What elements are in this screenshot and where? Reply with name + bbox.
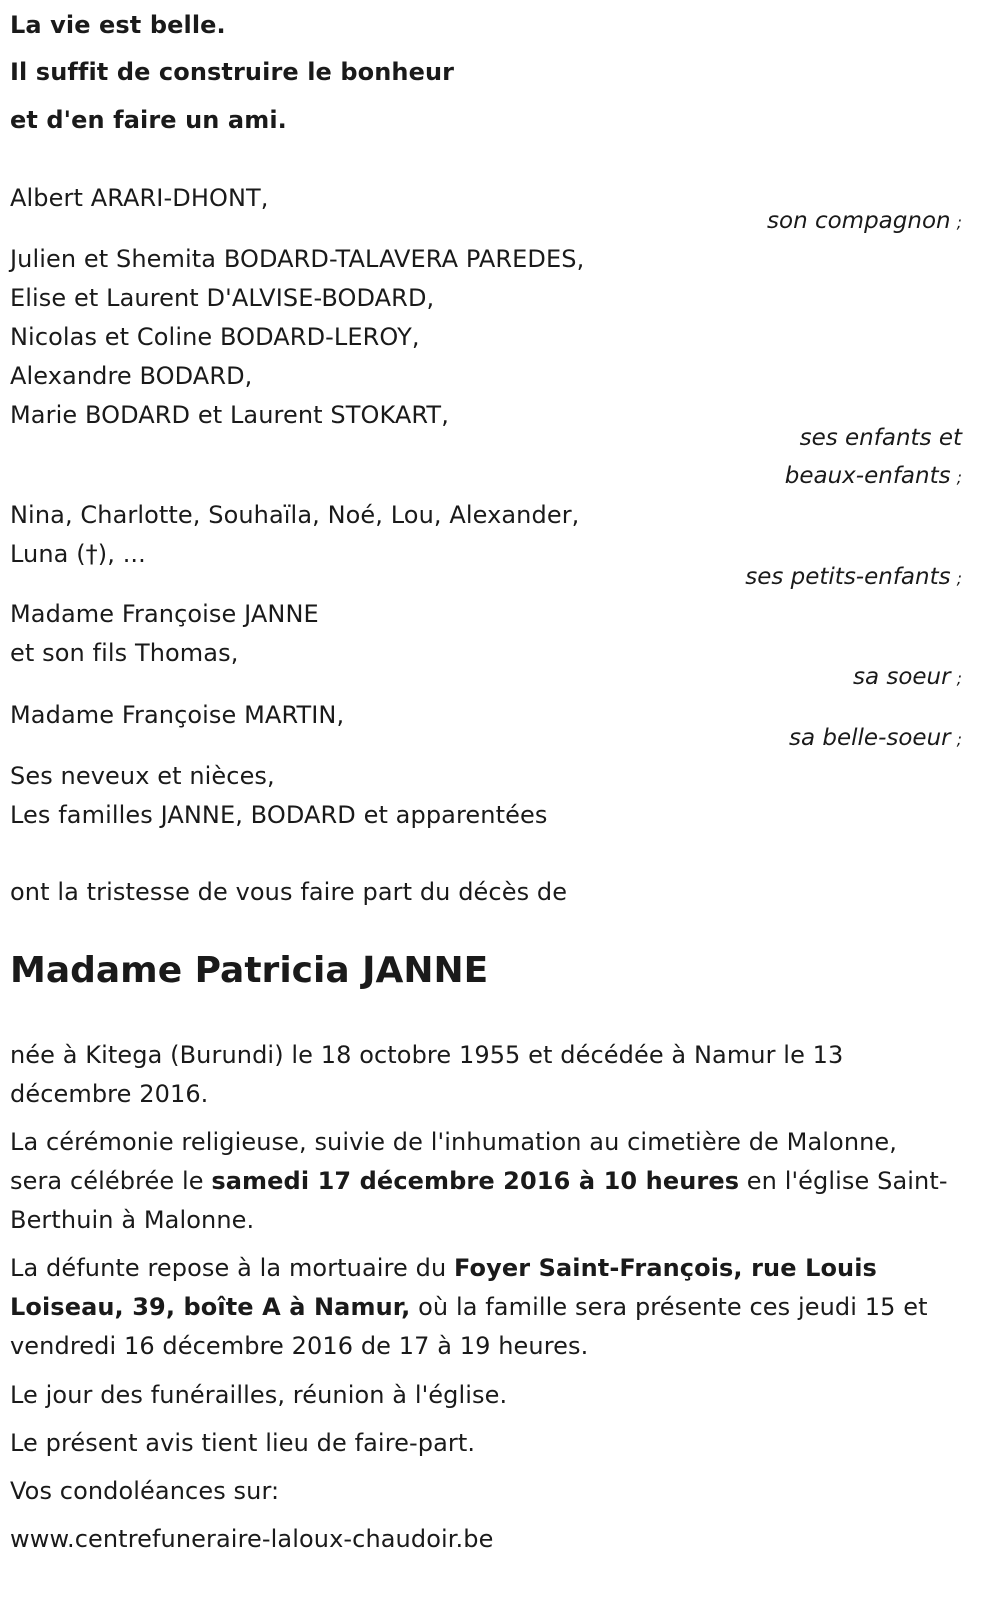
birth-death-line-2: décembre 2016. <box>10 1080 209 1108</box>
quote-line-1: La vie est belle. <box>10 11 226 39</box>
children-relation-line-1: ses enfants et <box>799 425 962 451</box>
funeral-day-text: Le jour des funérailles, réunion à l'église. <box>10 1381 508 1409</box>
quote-line-2: Il suffit de construire le bonheur <box>10 58 455 86</box>
grandchildren-line-2: Luna (†), ... <box>10 540 146 568</box>
sister-in-law-relation: sa belle-soeur ; <box>789 725 962 751</box>
companion-name: Albert ARARI-DHONT, <box>10 184 269 212</box>
children-relation-line-2: beaux-enfants ; <box>784 463 962 489</box>
deceased-name: Madame Patricia JANNE <box>10 950 489 991</box>
website-link[interactable]: www.centrefuneraire-laloux-chaudoir.be <box>10 1525 494 1553</box>
birth-death-line-1: née à Kitega (Burundi) le 18 octobre 1955 et décédée à Namur le 13 <box>10 1041 844 1069</box>
sister-relation: sa soeur ; <box>852 664 962 690</box>
notice-text: Le présent avis tient lieu de faire-part. <box>10 1429 476 1457</box>
rest-line-3: vendredi 16 décembre 2016 de 17 à 19 heures. <box>10 1332 589 1360</box>
child-2: Elise et Laurent D'ALVISE-BODARD, <box>10 284 435 312</box>
nephews-nieces: Ses neveux et nièces, <box>10 762 275 790</box>
child-1: Julien et Shemita BODARD-TALAVERA PAREDES, <box>10 245 585 273</box>
condolences-label: Vos condoléances sur: <box>10 1477 280 1505</box>
grandchildren-relation: ses petits-enfants ; <box>745 564 962 590</box>
sister-line-1: Madame Françoise JANNE <box>10 600 319 628</box>
ceremony-date: samedi 17 décembre 2016 à 10 heures <box>211 1167 740 1195</box>
rest-line-2: Loiseau, 39, boîte A à Namur, où la famille sera présente ces jeudi 15 et <box>10 1293 928 1321</box>
mortuary-name: Foyer Saint-François, rue Louis <box>453 1254 877 1282</box>
quote-line-3: et d'en faire un ami. <box>10 106 287 134</box>
ceremony-line-1: La cérémonie religieuse, suivie de l'inhumation au cimetière de Malonne, <box>10 1128 898 1156</box>
grandchildren-line-1: Nina, Charlotte, Souhaïla, Noé, Lou, Alexander, <box>10 501 580 529</box>
rest-line-1: La défunte repose à la mortuaire du Foyer Saint-François, rue Louis <box>10 1254 877 1282</box>
ceremony-line-3: Berthuin à Malonne. <box>10 1206 255 1234</box>
mortuary-address: Loiseau, 39, boîte A à Namur, <box>10 1293 411 1321</box>
child-5: Marie BODARD et Laurent STOKART, <box>10 401 449 429</box>
companion-relation: son compagnon ; <box>767 208 962 234</box>
child-3: Nicolas et Coline BODARD-LEROY, <box>10 323 420 351</box>
child-4: Alexandre BODARD, <box>10 362 253 390</box>
sister-line-2: et son fils Thomas, <box>10 639 239 667</box>
ceremony-line-2: sera célébrée le samedi 17 décembre 2016 à 10 heures en l'église Saint- <box>10 1167 948 1195</box>
related-families: Les familles JANNE, BODARD et apparentées <box>10 801 548 829</box>
sister-in-law-name: Madame Françoise MARTIN, <box>10 701 345 729</box>
intro-text: ont la tristesse de vous faire part du décès de <box>10 878 568 906</box>
